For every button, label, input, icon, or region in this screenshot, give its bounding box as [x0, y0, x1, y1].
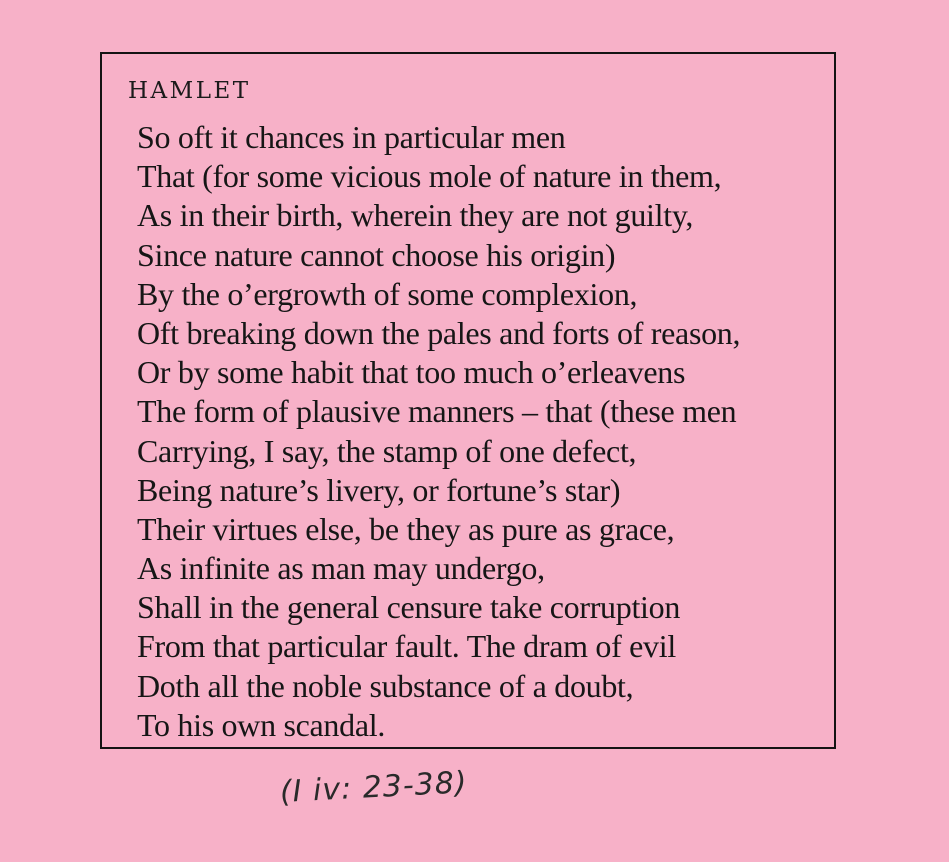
verse-line: Oft breaking down the pales and forts of reason,	[137, 314, 741, 351]
verse-line: That (for some vicious mole of nature in them,	[137, 158, 722, 195]
verse-line: Carrying, I say, the stamp of one defect,	[137, 432, 637, 469]
verse-line: The form of plausive manners – that (these men	[137, 393, 737, 430]
verse-line: As infinite as man may undergo,	[137, 550, 545, 587]
verse-line: To his own scandal.	[137, 706, 386, 743]
verse-passage	[137, 118, 740, 745]
verse-line: Or by some habit that too much o’erleavens	[137, 354, 686, 391]
verse-line: Their virtues else, be they as pure as grace,	[137, 510, 675, 547]
verse-line: So oft it chances in particular men	[137, 119, 566, 155]
verse-line: Being nature’s livery, or fortune’s star)	[137, 471, 621, 508]
speaker-name: HAMLET	[128, 78, 251, 104]
handwritten-citation: (I iv: 23-38)	[279, 765, 469, 810]
verse-line: By the o’ergrowth of some complexion,	[137, 275, 638, 312]
verse-line: As in their birth, wherein they are not guilty,	[137, 197, 694, 234]
verse-line: Since nature cannot choose his origin)	[137, 236, 616, 273]
verse-line: Doth all the noble substance of a doubt,	[137, 667, 634, 704]
verse-line: From that particular fault. The dram of evil	[137, 628, 676, 665]
verse-line: Shall in the general censure take corruption	[137, 589, 681, 626]
